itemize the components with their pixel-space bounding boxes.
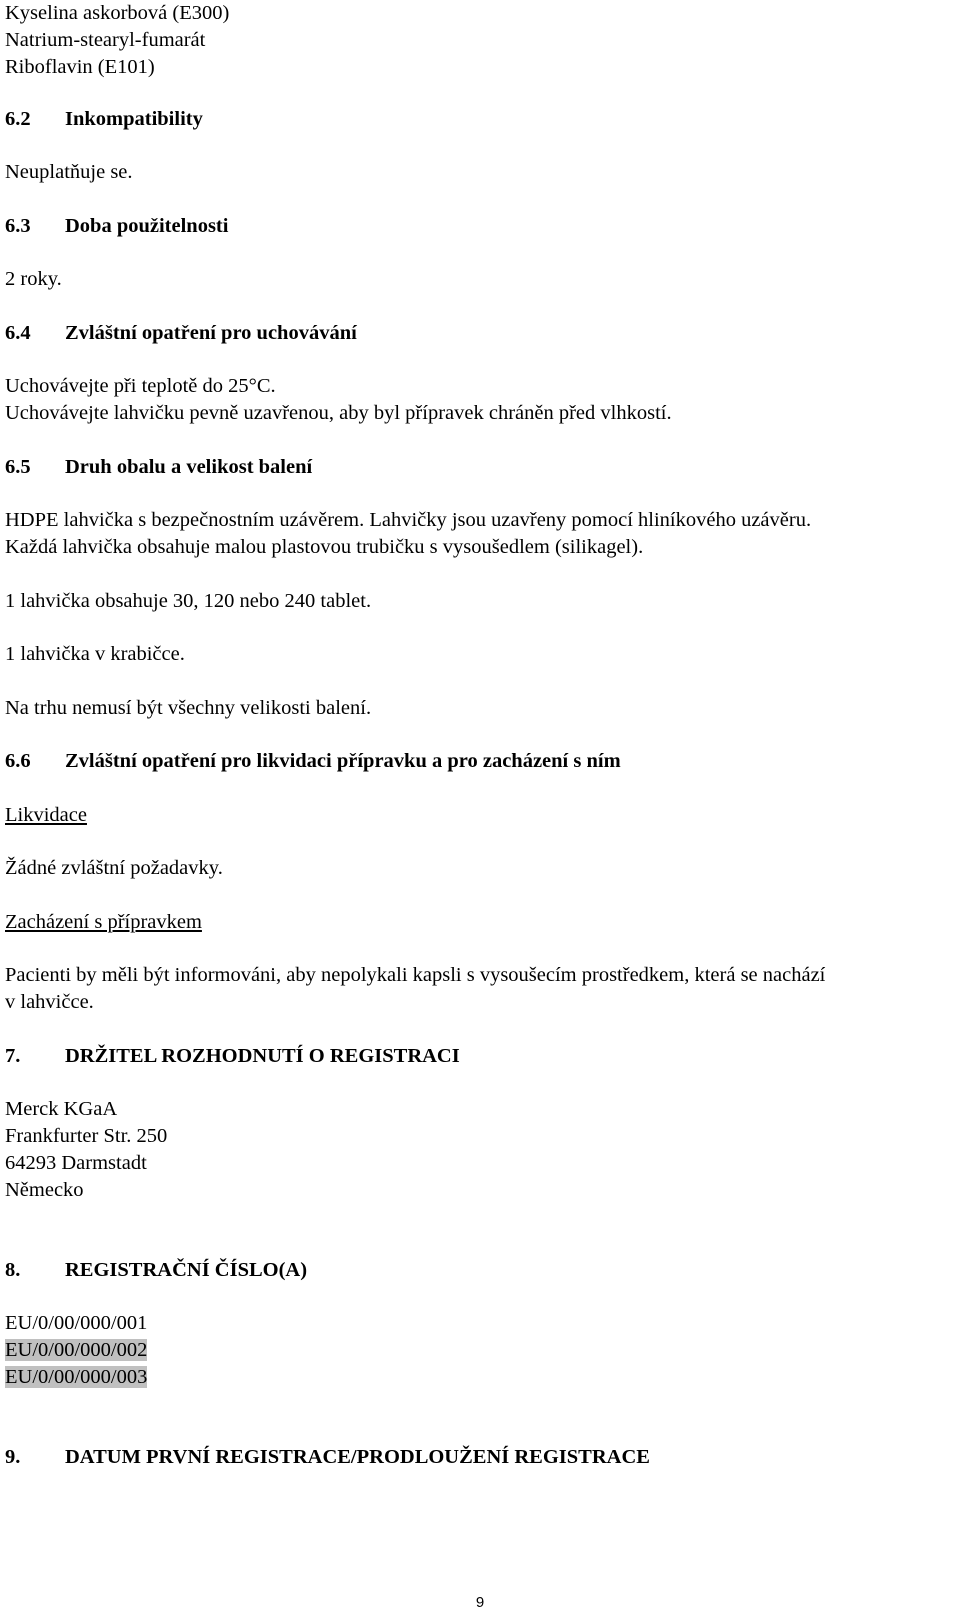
- address-line: 64293 Darmstadt: [5, 1152, 147, 1174]
- section-text: v lahvičce.: [5, 991, 94, 1013]
- ingredient-line: Kyselina askorbová (E300): [5, 2, 230, 24]
- address-line: Frankfurter Str. 250: [5, 1125, 168, 1147]
- subheading-likvidace: Likvidace: [5, 804, 87, 826]
- section-heading-7: 7. DRŽITEL ROZHODNUTÍ O REGISTRACI: [5, 1045, 460, 1067]
- section-heading-6-3: 6.3 Doba použitelnosti: [5, 215, 229, 237]
- section-text: Neuplatňuje se.: [5, 161, 133, 183]
- section-heading-6-2: 6.2 Inkompatibility: [5, 108, 203, 130]
- section-heading-8: 8. REGISTRAČNÍ ČÍSLO(A): [5, 1259, 308, 1281]
- section-text: 1 lahvička obsahuje 30, 120 nebo 240 tablet.: [5, 590, 372, 612]
- registration-number: EU/0/00/000/003: [5, 1366, 148, 1388]
- section-text: Každá lahvička obsahuje malou plastovou trubičku s vysoušedlem (silikagel).: [5, 536, 644, 558]
- registration-number: EU/0/00/000/002: [5, 1339, 148, 1361]
- section-text: Uchovávejte při teplotě do 25°C.: [5, 375, 276, 397]
- ingredient-line: Natrium-stearyl-fumarát: [5, 29, 206, 51]
- section-text: 2 roky.: [5, 268, 62, 290]
- section-heading-6-6: 6.6 Zvláštní opatření pro likvidaci přípravku a pro zacházení s ním: [5, 750, 621, 772]
- ingredient-line: Riboflavin (E101): [5, 56, 155, 78]
- subheading-zachazeni: Zacházení s přípravkem: [5, 911, 202, 933]
- page-number: 9: [475, 1594, 485, 1611]
- registration-number: EU/0/00/000/001: [5, 1312, 148, 1334]
- section-text: 1 lahvička v krabičce.: [5, 643, 185, 665]
- section-heading-6-5: 6.5 Druh obalu a velikost balení: [5, 456, 313, 478]
- section-text: HDPE lahvička s bezpečnostním uzávěrem. Lahvičky jsou uzavřeny pomocí hliníkového uzávěru.: [5, 509, 812, 531]
- section-text: Na trhu nemusí být všechny velikosti balení.: [5, 697, 372, 719]
- section-text: Žádné zvláštní požadavky.: [5, 857, 223, 879]
- address-line: Německo: [5, 1179, 84, 1201]
- section-heading-6-4: 6.4 Zvláštní opatření pro uchovávání: [5, 322, 357, 344]
- section-heading-9: 9. DATUM PRVNÍ REGISTRACE/PRODLOUŽENÍ REGISTRACE: [5, 1446, 650, 1468]
- address-line: Merck KGaA: [5, 1098, 118, 1120]
- section-text: Pacienti by měli být informováni, aby nepolykali kapsli s vysoušecím prostředkem, která se nachází: [5, 964, 826, 986]
- section-text: Uchovávejte lahvičku pevně uzavřenou, aby byl přípravek chráněn před vlhkostí.: [5, 402, 672, 424]
